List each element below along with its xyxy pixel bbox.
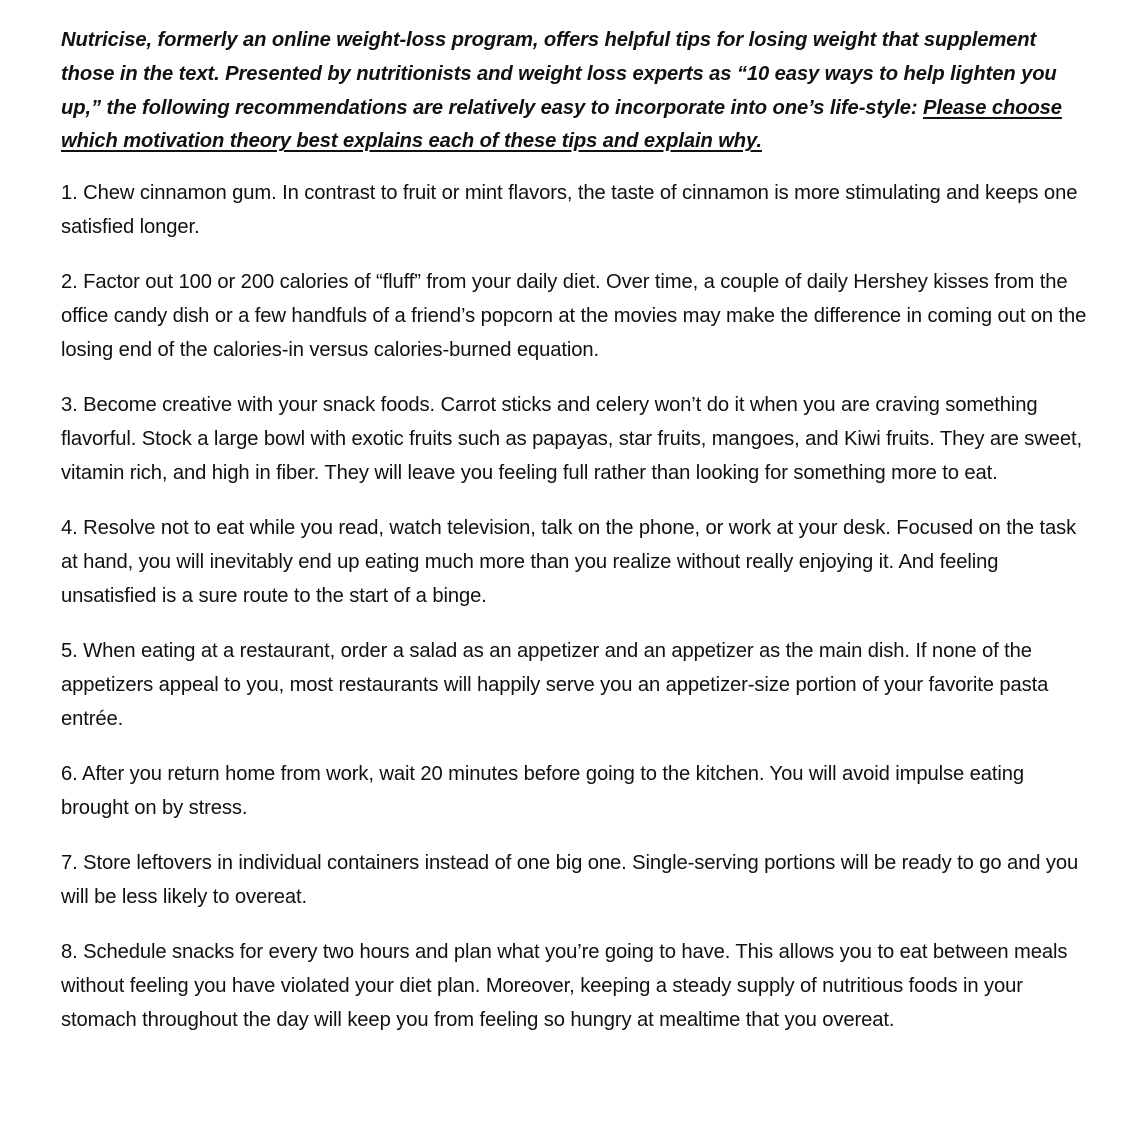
tip-item-4: 4. Resolve not to eat while you read, watch television, talk on the phone, or work at your desk. Focused on the task at hand, you will inevitably end up eating much more than you realize without really enjoying it. And feeling unsatisfied is a sure route to the start of a binge.	[61, 517, 1077, 607]
instruction-text: Please choose which motivation theory best explains each of these tips and explain why.	[61, 96, 1062, 153]
intro-paragraph	[61, 24, 1093, 159]
tip-item-5: 5. When eating at a restaurant, order a salad as an appetizer and an appetizer as the main dish. If none of the appetizers appeal to you, most restaurants will happily serve you an appetizer-size portion of your favorite pasta entrée.	[61, 639, 1049, 730]
tip-item-7: 7. Store leftovers in individual containers instead of one big one. Single-serving portions will be ready to go and you will be less likely to overeat.	[61, 851, 1079, 908]
tip-item-6: 6. After you return home from work, wait 20 minutes before going to the kitchen. You will avoid impulse eating brought on by stress.	[61, 762, 1025, 819]
document-page	[61, 24, 1093, 1059]
tip-item-3: 3. Become creative with your snack foods. Carrot sticks and celery won’t do it when you are craving something flavorful. Stock a large bowl with exotic fruits such as papayas, star fruits, mangoes, and Kiwi fruits. They are sweet, vitamin rich, and high in fiber. They will leave you feeling full rather than looking for something more to eat.	[61, 394, 1083, 484]
tips-list	[61, 177, 1093, 1037]
tip-item-2: 2. Factor out 100 or 200 calories of “fluff” from your daily diet. Over time, a couple of daily Hershey kisses from the office candy dish or a few handfuls of a friend’s popcorn at the movies may make the difference in coming out on the losing end of the calories-in versus calories-burned equation.	[61, 271, 1087, 361]
tip-item-8: 8. Schedule snacks for every two hours and plan what you’re going to have. This allows you to eat between meals without feeling you have violated your diet plan. Moreover, keeping a steady supply of nutritious foods in your stomach throughout the day will keep you from feeling so hungry at mealtime that you overeat.	[61, 941, 1068, 1031]
intro-lead-text: Nutricise, formerly an online weight-loss program, offers helpful tips for losing weight that supplement those in the text. Presented by nutritionists and weight loss experts as “10 easy ways to help lighten you up,” the following recommendations are relatively easy to incorporate into one’s life-style:	[61, 29, 1057, 119]
tip-item-1: 1. Chew cinnamon gum. In contrast to fruit or mint flavors, the taste of cinnamon is more stimulating and keeps one satisfied longer.	[61, 182, 1078, 238]
